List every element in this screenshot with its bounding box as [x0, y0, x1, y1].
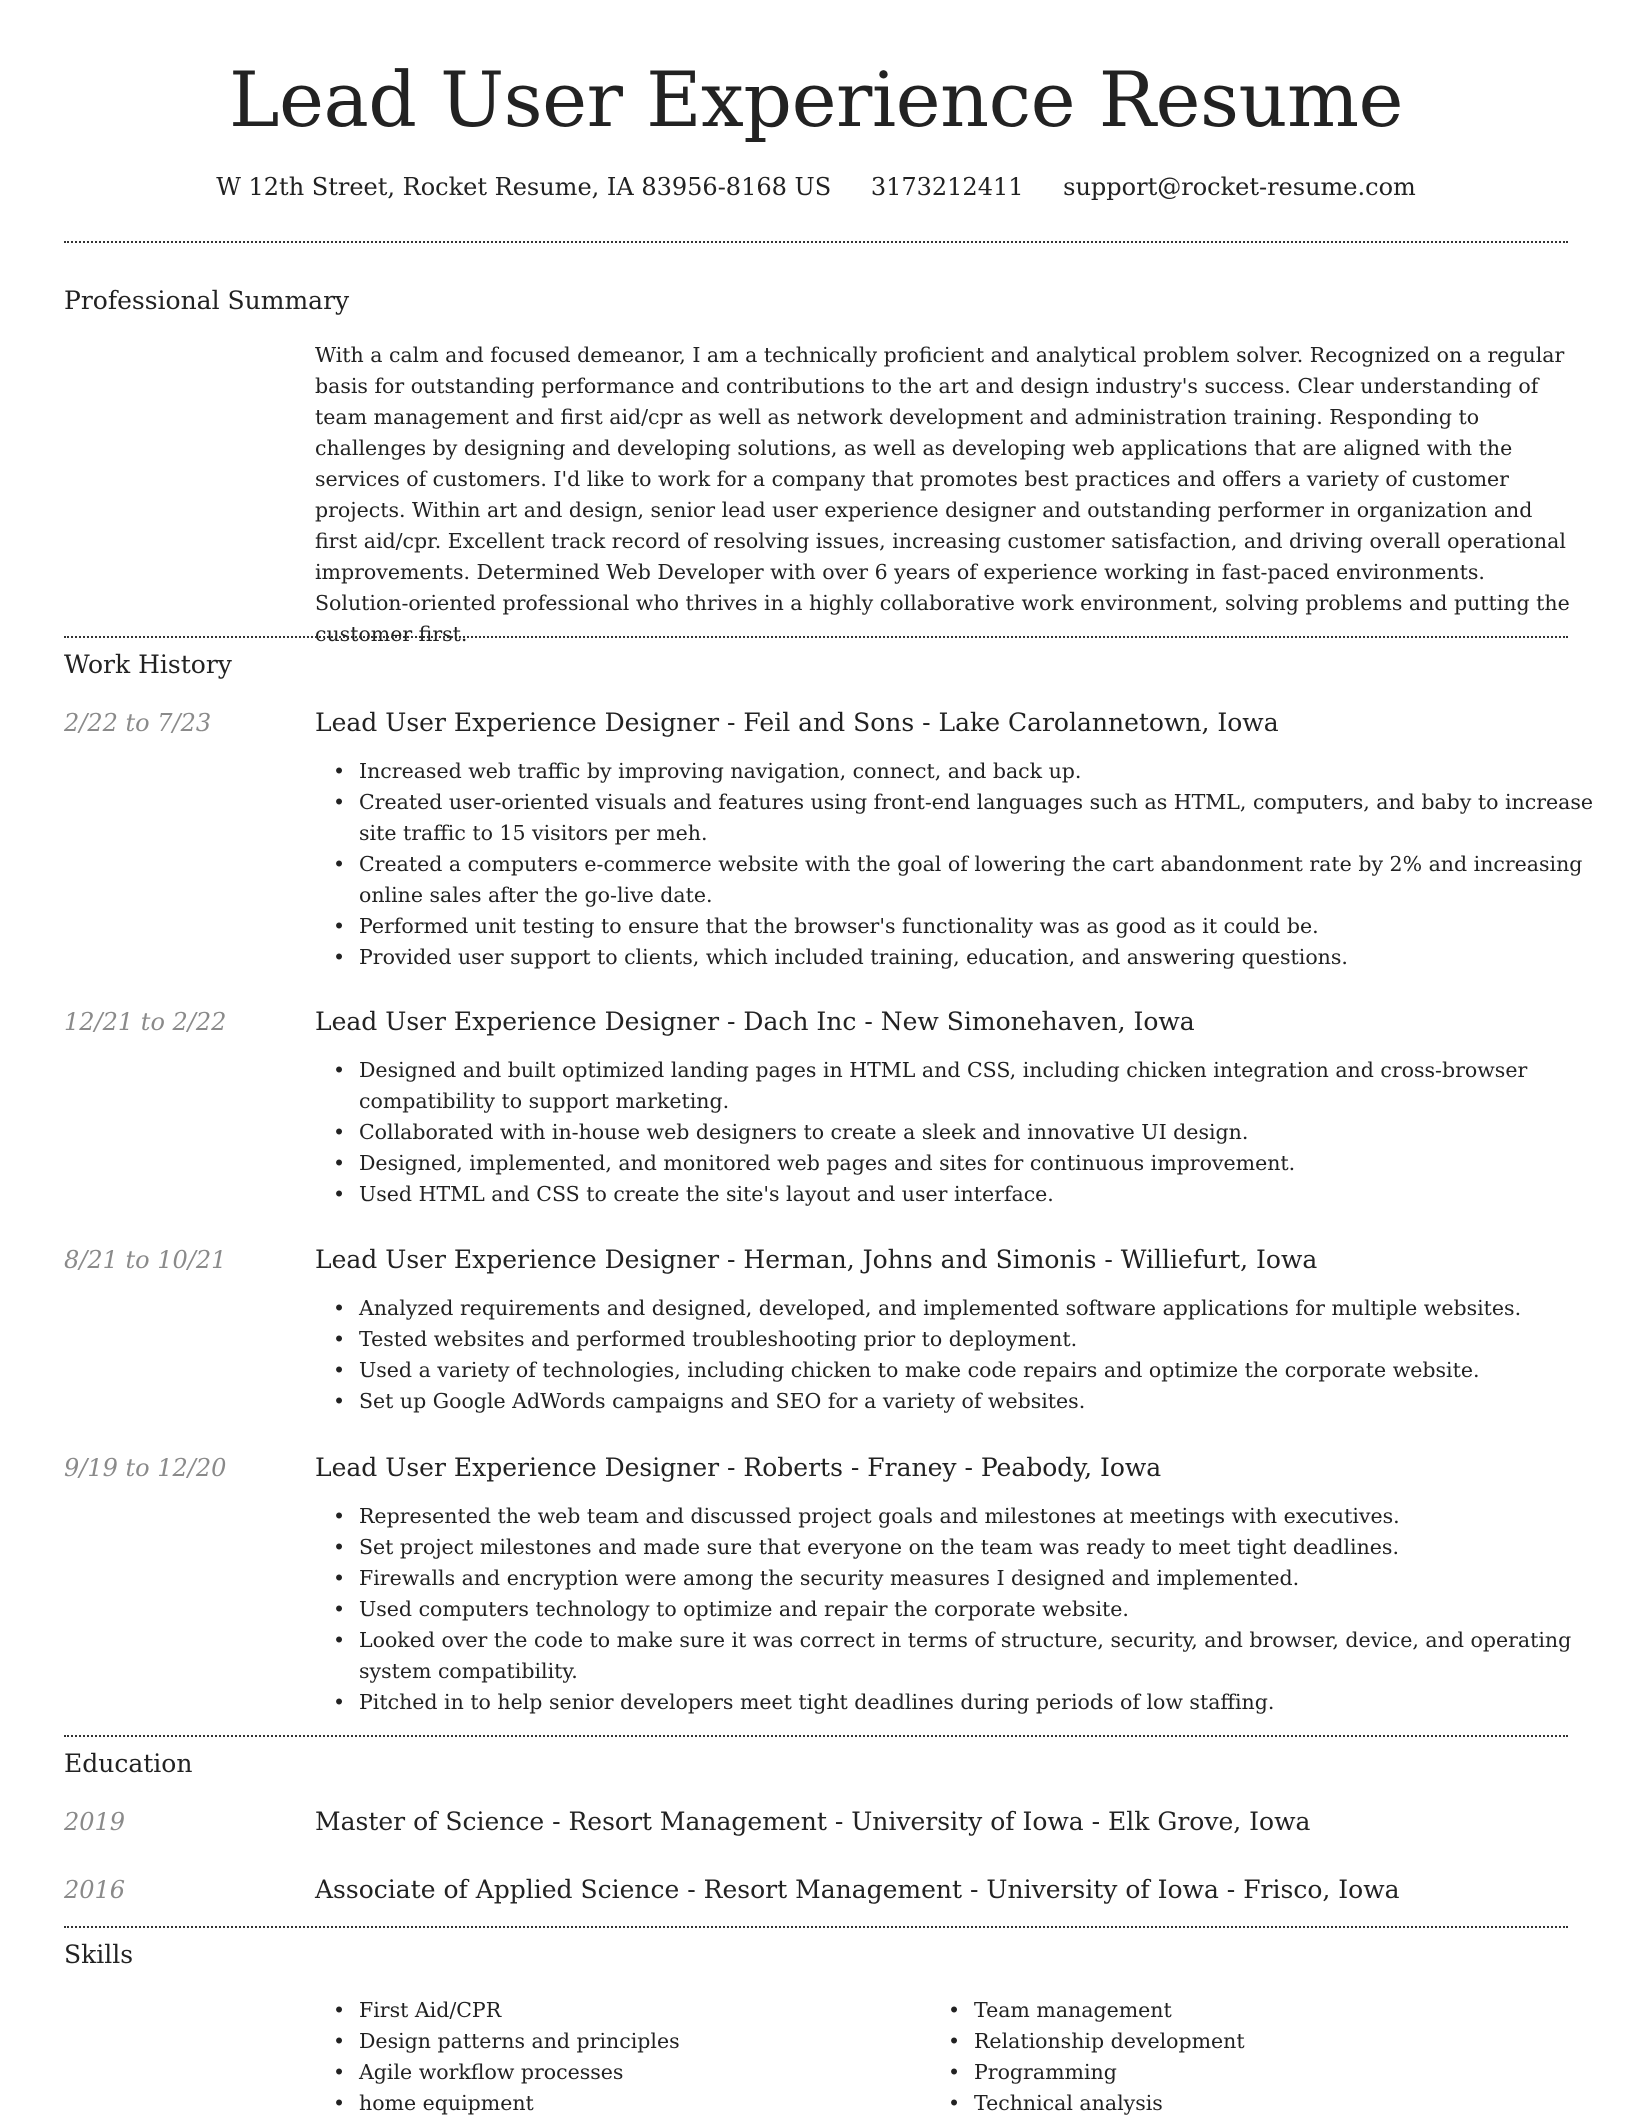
list-item: • Used a variety of technologies, including chicken to make code repairs and optimize the corporate website.: [359, 1355, 1614, 1386]
skill-item: • Design patterns and principles: [359, 2026, 919, 2057]
job-dates: 2/22 to 7/23: [64, 709, 212, 737]
skill-item: • Technical analysis: [974, 2088, 1594, 2119]
education-title: Master of Science - Resort Management - University of Iowa - Elk Grove, Iowa: [315, 1807, 1311, 1836]
divider: [64, 241, 1568, 243]
skills-list-right: [930, 1995, 1594, 2119]
list-item: • Set up Google AdWords campaigns and SEO for a variety of websites.: [359, 1386, 1614, 1417]
job-title: Lead User Experience Designer - Roberts - Franey - Peabody, Iowa: [315, 1453, 1162, 1482]
list-item: • Increased web traffic by improving navigation, connect, and back up.: [359, 756, 1614, 787]
job-bullets: [315, 1055, 1614, 1210]
job-title: Lead User Experience Designer - Dach Inc - New Simonehaven, Iowa: [315, 1007, 1195, 1036]
list-item: • Pitched in to help senior developers meet tight deadlines during periods of low staffing.: [359, 1687, 1614, 1718]
skill-item: • Team management: [974, 1995, 1594, 2026]
job-title: Lead User Experience Designer - Herman, Johns and Simonis - Williefurt, Iowa: [315, 1245, 1318, 1274]
contact-phone: 3173212411: [870, 173, 1024, 201]
list-item: • Used HTML and CSS to create the site's layout and user interface.: [359, 1179, 1614, 1210]
job-dates: 9/19 to 12/20: [64, 1454, 227, 1482]
job-dates: 8/21 to 10/21: [64, 1246, 227, 1274]
education-year: 2016: [64, 1876, 126, 1904]
list-item: • Used computers technology to optimize and repair the corporate website.: [359, 1594, 1614, 1625]
job-bullets: [315, 1501, 1614, 1718]
contact-line: [0, 170, 1632, 204]
education-heading: Education: [64, 1749, 193, 1778]
resume-title: Lead User Experience Resume: [229, 55, 1403, 144]
education-title: Associate of Applied Science - Resort Management - University of Iowa - Frisco, Iowa: [315, 1875, 1400, 1904]
list-item: • Tested websites and performed troubleshooting prior to deployment.: [359, 1324, 1614, 1355]
education-year: 2019: [64, 1808, 126, 1836]
list-item: • Designed and built optimized landing pages in HTML and CSS, including chicken integration and cross-browser compatibility to support marketing.: [359, 1055, 1614, 1117]
contact-email[interactable]: support@rocket-resume.com: [1063, 173, 1416, 201]
job-dates: 12/21 to 2/22: [64, 1008, 227, 1036]
skills-list-left: [315, 1995, 919, 2119]
list-item: • Performed unit testing to ensure that the browser's functionality was as good as it could be.: [359, 911, 1614, 942]
skill-item: • Relationship development: [974, 2026, 1594, 2057]
list-item: • Represented the web team and discussed project goals and milestones at meetings with executives.: [359, 1501, 1614, 1532]
skill-item: • First Aid/CPR: [359, 1995, 919, 2026]
work-history-heading: Work History: [64, 650, 232, 679]
list-item: • Looked over the code to make sure it was correct in terms of structure, security, and browser, device, and operating system compatibility.: [359, 1625, 1614, 1687]
list-item: • Created user-oriented visuals and features using front-end languages such as HTML, computers, and baby to increase site traffic to 15 visitors per meh.: [359, 787, 1614, 849]
list-item: • Provided user support to clients, which included training, education, and answering questions.: [359, 942, 1614, 973]
summary-heading: Professional Summary: [64, 286, 350, 315]
summary-text: With a calm and focused demeanor, I am a technically proficient and analytical problem solver. Recognized on a regular basis for outstanding performance and contributions to the art and design industry's success. Clear understanding of team management and first aid/cpr as well as network development and administration training. Responding to challenges by designing and developing solutions, as well as developing web applications that are aligned with the services of customers. I'd like to work for a company that promotes best practices and offers a variety of customer projects. Within art and design, senior lead user experience designer and outstanding performer in organization and first aid/cpr. Excellent track record of resolving issues, increasing customer satisfaction, and driving overall operational improvements. Determined Web Developer with over 6 years of experience working in fast-paced environments. Solution-oriented professional who thrives in a highly collaborative work environment, solving problems and putting the customer first.: [315, 343, 1570, 646]
job-bullets: [315, 1293, 1614, 1417]
list-item: • Set project milestones and made sure that everyone on the team was ready to meet tight deadlines.: [359, 1532, 1614, 1563]
contact-address: W 12th Street, Rocket Resume, IA 83956-8168 US: [216, 173, 832, 201]
skills-heading: Skills: [64, 1940, 134, 1969]
list-item: • Designed, implemented, and monitored web pages and sites for continuous improvement.: [359, 1148, 1614, 1179]
list-item: • Collaborated with in-house web designers to create a sleek and innovative UI design.: [359, 1117, 1614, 1148]
skill-item: • Programming: [974, 2057, 1594, 2088]
divider: [64, 1735, 1568, 1737]
list-item: • Analyzed requirements and designed, developed, and implemented software applications for multiple websites.: [359, 1293, 1614, 1324]
job-bullets: [315, 756, 1614, 973]
skill-item: • home equipment: [359, 2088, 919, 2119]
divider: [64, 1926, 1568, 1928]
skill-item: • Agile workflow processes: [359, 2057, 919, 2088]
divider: [64, 636, 1568, 638]
list-item: • Firewalls and encryption were among the security measures I designed and implemented.: [359, 1563, 1614, 1594]
job-title: Lead User Experience Designer - Feil and Sons - Lake Carolannetown, Iowa: [315, 708, 1279, 737]
list-item: • Created a computers e-commerce website with the goal of lowering the cart abandonment rate by 2% and increasing online sales after the go-live date.: [359, 849, 1614, 911]
